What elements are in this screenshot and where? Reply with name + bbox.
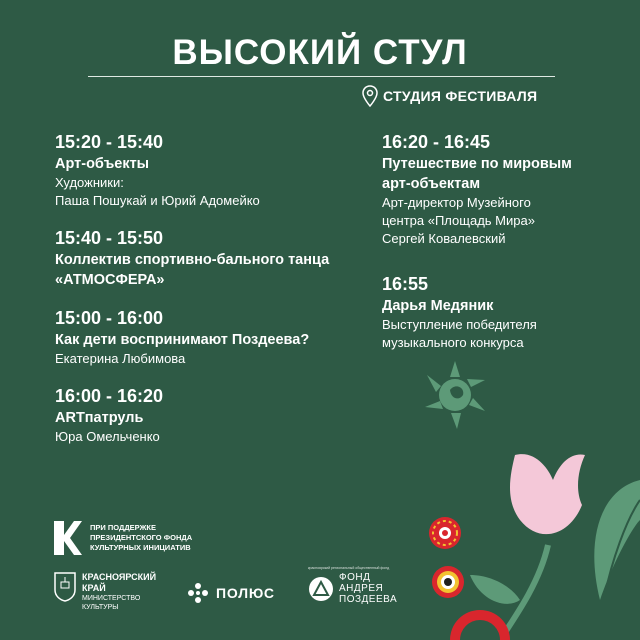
event-time: 15:20 - 15:40 <box>55 132 164 152</box>
polus-icon <box>187 582 209 604</box>
event-title: Коллектив спортивно-бального танца <box>55 252 330 268</box>
polus-text: ПОЛЮС <box>216 585 275 601</box>
pfki-logo-icon <box>54 521 82 555</box>
event-time: 16:20 - 16:45 <box>382 132 491 152</box>
green-leaf-left <box>470 575 520 604</box>
schedule-item <box>55 306 365 368</box>
pfki-text-line: ПРЕЗИДЕНТСКОГО ФОНДА <box>90 533 193 542</box>
event-description: Выступление победителя <box>382 317 537 332</box>
schedule-right-column <box>382 130 622 376</box>
pfki-sponsor <box>54 521 250 555</box>
location-label <box>362 85 537 107</box>
event-time: 15:40 - 15:50 <box>55 228 164 248</box>
schedule-item <box>55 384 365 446</box>
krai-title: КРАСНОЯРСКИЙ <box>82 572 157 582</box>
event-time: 16:55 <box>382 274 429 294</box>
event-description: центра «Площадь Мира» <box>382 213 535 228</box>
pozdeev-fund-icon <box>308 576 334 602</box>
event-description: Паша Пошукай и Юрий Адомейко <box>55 193 260 208</box>
page-title: ВЫСОКИЙ СТУЛ <box>172 33 468 72</box>
event-description: Екатерина Любимова <box>55 351 186 366</box>
pozdeev-fund-logo <box>308 572 397 605</box>
event-description: Юра Омельченко <box>55 429 160 444</box>
polus-logo <box>187 582 275 604</box>
title-divider <box>88 76 555 77</box>
fond-text-line: ФОНД <box>339 572 371 583</box>
event-title: Как дети воспринимают Поздеева? <box>55 332 310 348</box>
event-title: арт-объектам <box>382 176 481 192</box>
event-title: «АТМОСФЕРА» <box>55 272 165 288</box>
schedule-item <box>382 272 622 352</box>
fond-text-line: АНДРЕЯ <box>339 583 384 594</box>
event-time: 15:00 - 16:00 <box>55 308 164 328</box>
event-title: Дарья Медяник <box>382 298 494 314</box>
location-pin-icon <box>362 85 378 107</box>
fond-text-line: ПОЗДЕЕВА <box>339 594 398 605</box>
event-title: ARTпатруль <box>55 410 144 426</box>
schedule-left-column <box>55 130 365 462</box>
schedule-item <box>382 130 622 248</box>
pfki-text-line: КУЛЬТУРНЫХ ИНИЦИАТИВ <box>90 543 191 552</box>
event-description: Арт-директор Музейного <box>382 195 531 210</box>
fond-small-caption: красноярский региональный общественный фонд <box>308 566 390 570</box>
location-text: СТУДИЯ ФЕСТИВАЛЯ <box>383 88 538 104</box>
event-description: Сергей Ковалевский <box>382 231 506 246</box>
event-title: Арт-объекты <box>55 156 150 172</box>
event-description: музыкального конкурса <box>382 335 524 350</box>
red-flower-1 <box>429 517 461 549</box>
event-title: Путешествие по мировым <box>382 156 572 172</box>
schedule-item <box>55 226 365 290</box>
event-description: Художники: <box>55 175 124 190</box>
red-flower-2 <box>432 566 464 598</box>
krai-subtitle: МИНИСТЕРСТВО <box>82 595 141 602</box>
pink-tulip <box>510 454 585 534</box>
event-time: 16:00 - 16:20 <box>55 386 164 406</box>
sponsor-logos <box>54 566 434 622</box>
schedule-item <box>55 130 365 210</box>
pfki-text-line: ПРИ ПОДДЕРЖКЕ <box>90 523 156 532</box>
red-gear <box>450 610 510 640</box>
krai-title: КРАЙ <box>82 583 106 593</box>
krasnoyarsk-krai-logo <box>54 572 156 612</box>
krai-emblem-icon <box>54 572 76 602</box>
green-leaf-right <box>594 480 640 600</box>
krai-subtitle: КУЛЬТУРЫ <box>82 604 119 611</box>
